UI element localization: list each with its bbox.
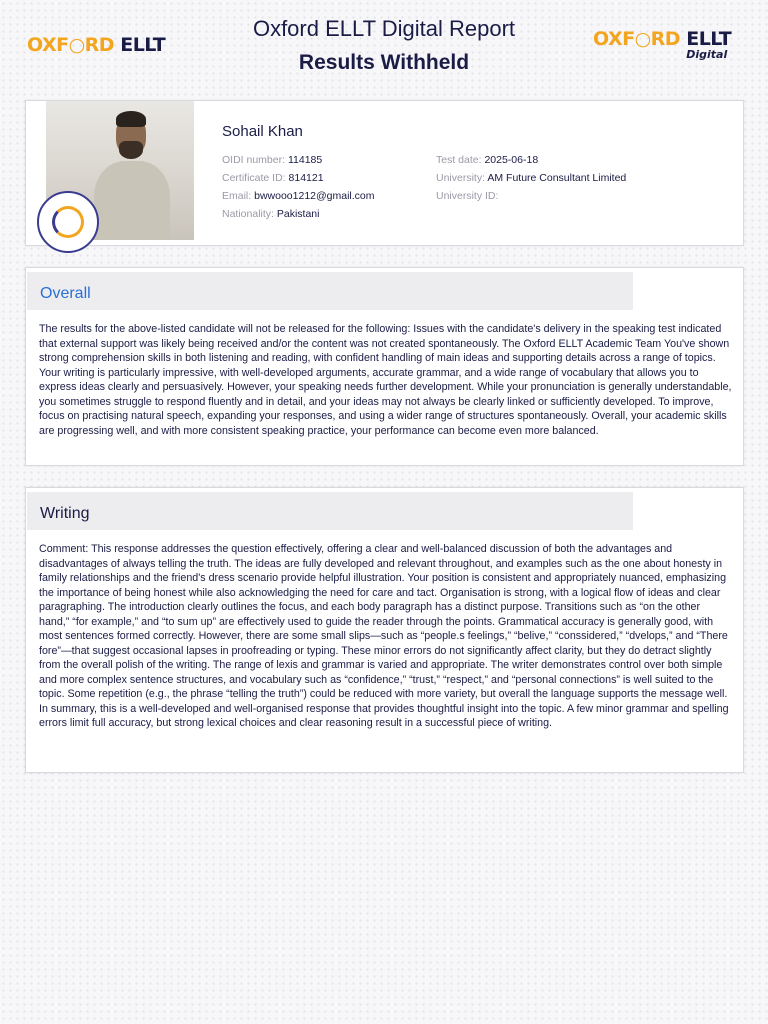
photo-body-shape bbox=[94, 161, 170, 240]
writing-title: Writing bbox=[40, 505, 90, 522]
logo-oxford-text: OXF○RD bbox=[27, 34, 115, 56]
oidi-field bbox=[222, 154, 322, 166]
test-date-field bbox=[436, 154, 538, 166]
nationality-label: Nationality: bbox=[222, 208, 274, 220]
logo-ellt-text: ELLT bbox=[680, 28, 732, 50]
photo-hair-shape bbox=[116, 111, 146, 127]
test-date-value: 2025-06-18 bbox=[484, 154, 539, 166]
university-id-label: University ID: bbox=[436, 190, 499, 202]
candidate-name: Sohail Khan bbox=[222, 123, 303, 140]
nationality-field bbox=[222, 208, 319, 220]
candidate-profile-card bbox=[25, 100, 744, 246]
university-field bbox=[436, 172, 626, 184]
certificate-field bbox=[222, 172, 324, 184]
overall-header-bar bbox=[27, 272, 633, 310]
email-value: bwwooo1212@gmail.com bbox=[254, 190, 375, 202]
report-subtitle: Results Withheld bbox=[298, 51, 470, 74]
university-id-field bbox=[436, 190, 498, 202]
overall-title: Overall bbox=[40, 285, 91, 302]
overall-body-text: The results for the above-listed candidate will not be released for the following: Issues with the candidate's delivery in the speaking test indicated that external support was likely being received and/or the content was not created spontaneously. The Oxford ELLT Academic Team You've shown strong comprehension skills in both listening and reading, with confident handling of main ideas and supporting details across a range of topics. Your writing is particularly impressive, with well-developed arguments, accurate grammar, and a wide range of vocabulary that allows you to express ideas clearly and persuasively. However, your speaking needs further development. While your pronunciation is generally understandable, you sometimes struggle to respond fluently and in detail, and your ideas may not always be clearly linked or sufficiently developed. To improve, focus on practising natural speech, expanding your responses, and using a wider range of structures spontaneously. Overall, your academic skills are progressing well, and with more consistent speaking practice, your performance can become even more balanced. bbox=[39, 323, 732, 437]
certificate-label: Certificate ID: bbox=[222, 172, 286, 184]
test-date-label: Test date: bbox=[436, 154, 482, 166]
logo-oxford-text: OXF○RD bbox=[593, 28, 681, 50]
oidi-value: 114185 bbox=[287, 154, 323, 166]
nationality-value: Pakistani bbox=[276, 208, 320, 220]
oxford-ellt-digital-logo bbox=[593, 28, 732, 61]
logo-digital-text: Digital bbox=[686, 48, 728, 61]
oidi-label: OIDI number: bbox=[222, 154, 286, 166]
report-title: Oxford ELLT Digital Report bbox=[252, 16, 516, 41]
report-header bbox=[0, 0, 768, 90]
seal-globe-icon bbox=[52, 206, 84, 238]
university-label: University: bbox=[436, 172, 486, 184]
email-label: Email: bbox=[222, 190, 252, 202]
overall-section bbox=[25, 267, 744, 466]
certificate-value: 814121 bbox=[288, 172, 324, 184]
certified-seal-icon bbox=[37, 191, 99, 253]
writing-section bbox=[25, 487, 744, 773]
logo-ellt-text: ELLT bbox=[114, 34, 166, 56]
writing-body-text: Comment: This response addresses the question effectively, offering a clear and well-balanced discussion of both the advantages and disadvantages of always telling the truth. The ideas are fully developed and relevant throughout, and examples such as the one about honesty in family relationships and the friend's dress scenario provide helpful illustration. Your position is consistent and appropriately nuanced, emphasizing the importance of being honest while also acknowledging the need for care and tact. Organisation is strong, with a logical flow of ideas and clear paragraphing. The introduction clearly outlines the focus, and each body paragraph has a distinct purpose. Transitions such as “on the other hand,” “for example,” and “to sum up” are effectively used to guide the reader through the points. Grammatical accuracy is generally good, with most sentences formed correctly. However, there are some small slips—such as “people.s feelings,” “belive,” “conssidered,” “dvelops,” and “There fore”—that suggest occasional lapses in proofreading or typing. These minor errors do not significantly affect clarity, but they do detract slightly from the overall polish of the writing. The range of lexis and grammar is varied and appropriate. The writer demonstrates control over both simple and more complex sentence structures, and vocabulary such as “confidence,” “trust,” “respect,” and “personal connections” is well suited to the topic. Some repetition (e.g., the phrase “telling the truth”) could be reduced with more variety, but overall the language supports the message well. In summary, this is a well-developed and well-organised response that provides thoughtful insight into the topic. A few minor grammar and spelling errors limit full accuracy, but strong lexical choices and clear reasoning result in a successful piece of writing. bbox=[39, 543, 729, 729]
writing-header-bar bbox=[27, 492, 633, 530]
email-field bbox=[222, 190, 375, 202]
university-value: AM Future Consultant Limited bbox=[487, 172, 627, 184]
photo-beard-shape bbox=[119, 141, 143, 159]
